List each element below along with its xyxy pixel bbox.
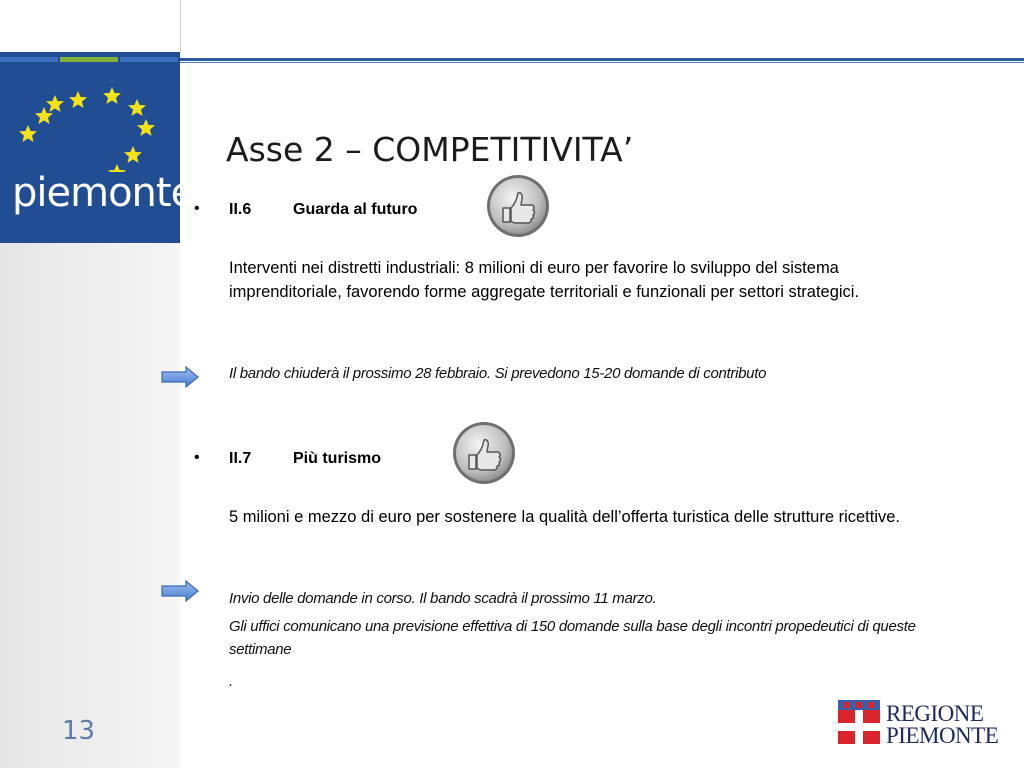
thumbs-up-icon	[452, 421, 516, 485]
section-note: Il bando chiuderà il prossimo 28 febbraio. Si prevedono 15-20 domande di contributo	[229, 365, 767, 382]
section-description: Interventi nei distretti industriali: 8 milioni di euro per favorire lo sviluppo del sistema imprenditoriale, favorendo forme aggregate territoriali e funzionali per settori strategici.	[229, 259, 860, 301]
section-note: Invio delle domande in corso. Il bando scadrà il prossimo 11 marzo.	[229, 590, 657, 607]
section-description: 5 milioni e mezzo di euro per sostenere la qualità dell’offerta turistica delle strutture ricettive.	[229, 508, 901, 526]
bullet: •	[194, 200, 200, 217]
header-rule	[180, 58, 1024, 61]
regione-piemonte-logo	[836, 698, 999, 748]
thumbs-up-icon	[486, 174, 550, 238]
slide-title: Asse 2 – COMPETITIVITA’	[226, 130, 634, 169]
star-circle-icon	[0, 52, 180, 172]
section-code: II.6	[229, 201, 252, 218]
arrow-right-icon	[160, 579, 200, 603]
regione-line2: PIEMONTE	[886, 723, 999, 748]
regione-crest-icon	[836, 698, 882, 746]
section-heading	[229, 201, 417, 219]
regione-line1: REGIONE	[886, 701, 984, 726]
header-rule-thin	[180, 62, 1024, 63]
logo-top-band	[0, 0, 181, 52]
section-title: Più turismo	[293, 450, 382, 467]
piemonte-logo	[0, 0, 195, 243]
section-note: .	[229, 673, 233, 690]
section-code: II.7	[229, 450, 252, 467]
logo-wordmark: piemonte	[12, 170, 195, 216]
section-title: Guarda al futuro	[293, 201, 418, 218]
section-note: Gli uffici comunicano una previsione effettiva di 150 domande sulla base degli incontri propedeutici di queste settimane	[229, 618, 916, 658]
bullet: •	[194, 449, 200, 466]
page-number: 13	[62, 716, 96, 746]
section-heading	[229, 450, 381, 468]
arrow-right-icon	[160, 365, 200, 389]
